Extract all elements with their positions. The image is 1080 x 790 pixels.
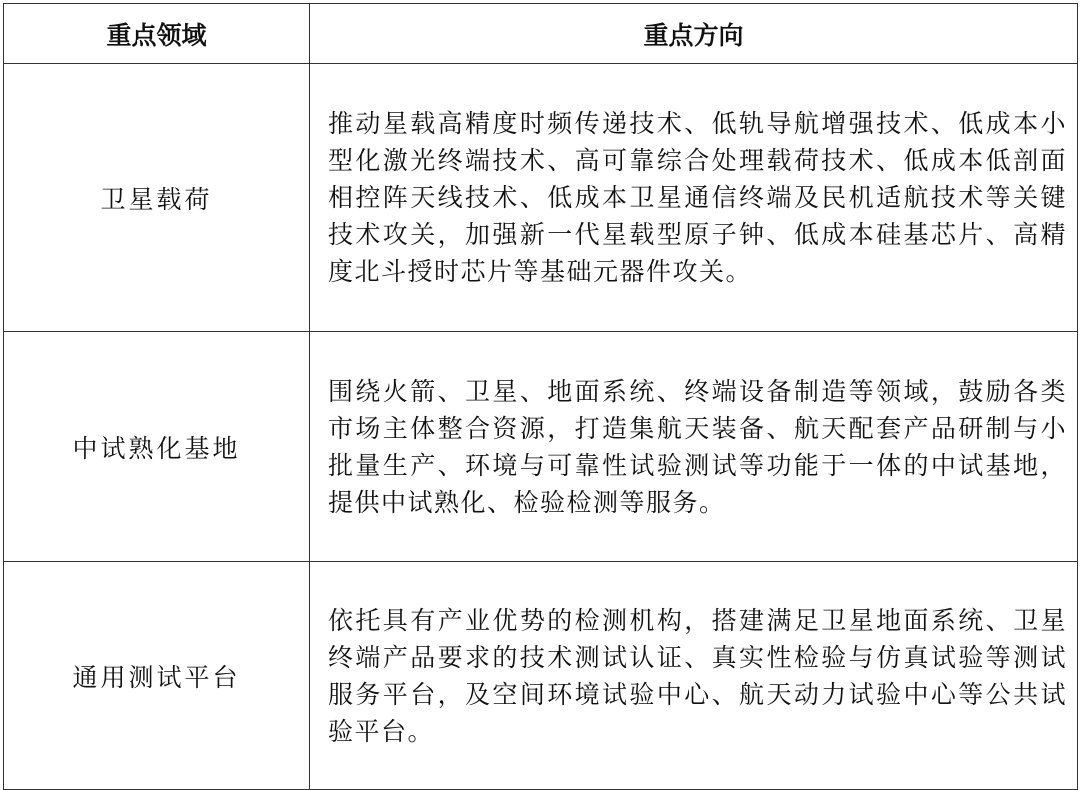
table-header-row bbox=[4, 4, 1078, 64]
table-row bbox=[4, 64, 1078, 332]
table-row bbox=[4, 332, 1078, 562]
row-field: 卫星载荷 bbox=[4, 64, 310, 332]
row-field: 通用测试平台 bbox=[4, 562, 310, 790]
row-field: 中试熟化基地 bbox=[4, 332, 310, 562]
row-direction: 推动星载高精度时频传递技术、低轨导航增强技术、低成本小型化激光终端技术、高可靠综合处理载荷技术、低成本低剖面相控阵天线技术、低成本卫星通信终端及民机适航技术等关键技术攻关，加强新一代星载型原子钟、低成本硅基芯片、高精度北斗授时芯片等基础元器件攻关。 bbox=[310, 64, 1078, 332]
header-direction: 重点方向 bbox=[310, 4, 1078, 64]
row-direction: 围绕火箭、卫星、地面系统、终端设备制造等领域，鼓励各类市场主体整合资源，打造集航天装备、航天配套产品研制与小批量生产、环境与可靠性试验测试等功能于一体的中试基地，提供中试熟化、检验检测等服务。 bbox=[310, 332, 1078, 562]
header-field: 重点领域 bbox=[4, 4, 310, 64]
focus-table bbox=[3, 3, 1078, 790]
row-direction: 依托具有产业优势的检测机构，搭建满足卫星地面系统、卫星终端产品要求的技术测试认证、真实性检验与仿真试验等测试服务平台，及空间环境试验中心、航天动力试验中心等公共试验平台。 bbox=[310, 562, 1078, 790]
table-row bbox=[4, 562, 1078, 790]
